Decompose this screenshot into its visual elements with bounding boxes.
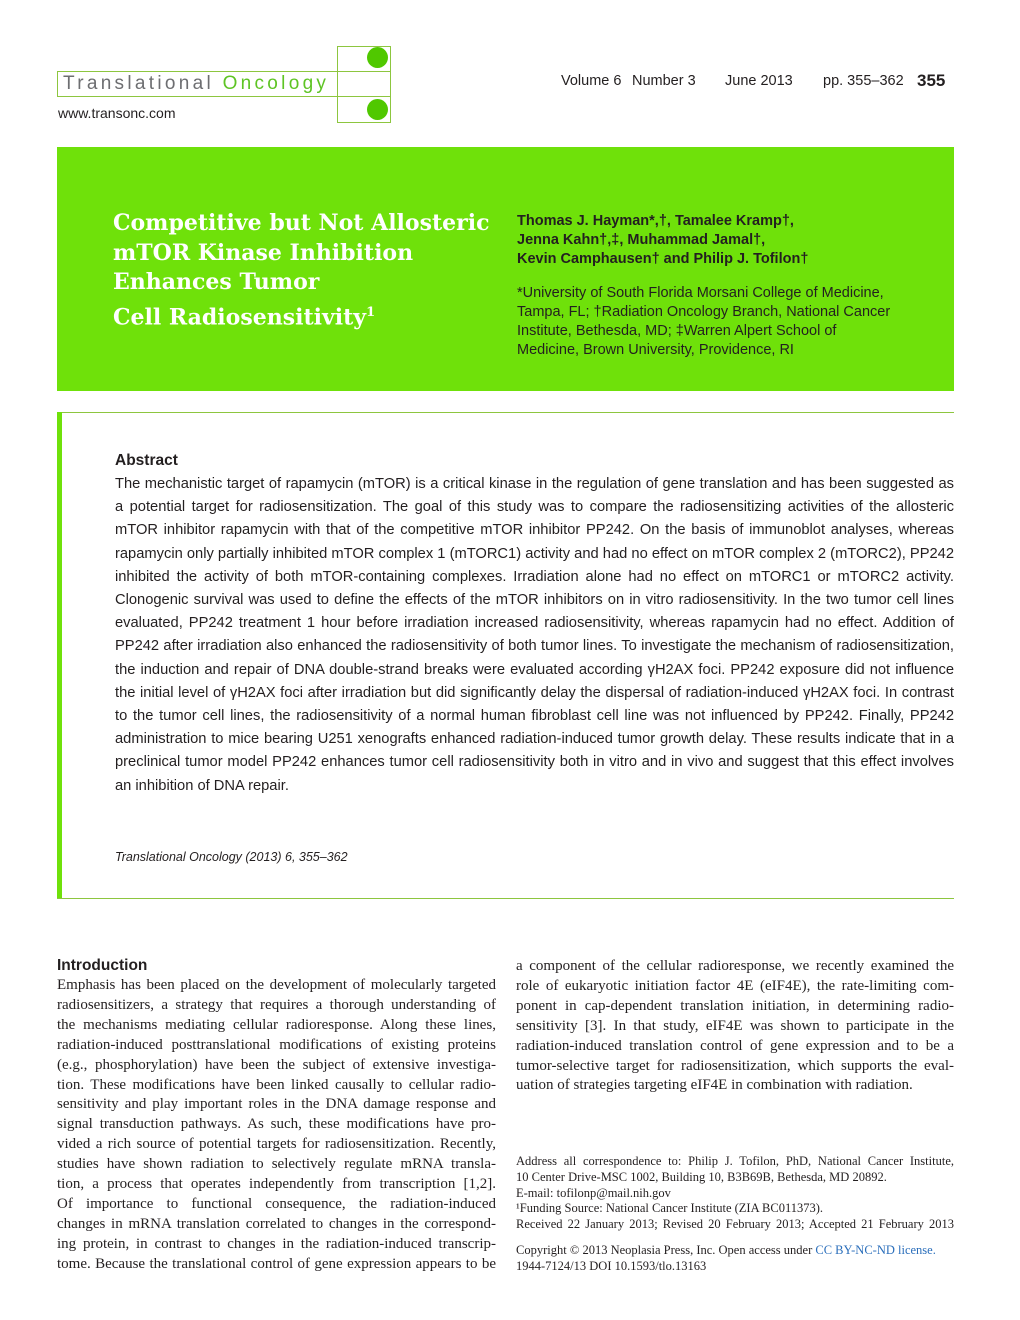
body-line: changes in mRNA translation correlated to changes in the correspond-	[57, 1215, 496, 1232]
title-footnote-marker: 1	[366, 304, 376, 320]
journal-logo	[63, 73, 329, 95]
affiliations	[517, 284, 937, 360]
abstract-citation: Translational Oncology (2013) 6, 355–362	[115, 850, 348, 864]
body-line: Emphasis has been placed on the development of molecularly targeted	[57, 977, 496, 993]
body-line: a component of the cellular radioresponse, we recently examined the	[516, 958, 954, 974]
title-line: mTOR Kinase Inhibition	[113, 239, 414, 266]
license-link[interactable]: CC BY-NC-ND license.	[815, 1243, 936, 1257]
abstract-side-bar	[57, 412, 62, 899]
introduction-heading: Introduction	[57, 957, 148, 974]
author-line: Thomas J. Hayman*,†, Tamalee Kramp†,	[517, 213, 794, 229]
body-line: sensitivity and play important roles in the DNA damage response and	[57, 1096, 496, 1113]
body-line: tion, a process that operates independently from transcription [1,2].	[57, 1176, 496, 1193]
body-line: tome. Because the translational control of gene expression appears to be	[57, 1255, 496, 1272]
title-line: Enhances Tumor	[113, 269, 320, 295]
issue-date: June 2013	[725, 73, 793, 89]
logo-dot-divider	[337, 71, 391, 97]
body-line: radiosensitizers, a strategy that requires a thorough understanding of	[57, 996, 496, 1013]
body-line: tion. These modifications have been linked causally to cellular radio-	[57, 1076, 496, 1093]
body-line: role of eukaryotic initiation factor 4E (eIF4E), the rate-limiting com-	[516, 977, 954, 994]
affiliation-line: Medicine, Brown University, Providence, RI	[517, 342, 794, 358]
abstract-bottom-rule	[57, 898, 954, 899]
footnote-line: 10 Center Drive-MSC 1002, Building 10, B3B69B, Bethesda, MD 20892.	[516, 1169, 887, 1184]
body-line: studies have shown radiation to selectively regulate mRNA transla-	[57, 1156, 496, 1173]
logo-dot-icon	[367, 47, 388, 68]
logo-dot-icon	[367, 99, 388, 120]
abstract-text: The mechanistic target of rapamycin (mTOR) is a critical kinase in the regulation of gene translation and has been suggested as a potential target for radiosensitization. The goal of this study was to compare the radiosensitizing activities of the allosteric mTOR inhibitor rapamycin with that of the competitive mTOR inhibitor PP242. On the basis of immunoblot analyses, whereas rapamycin only partially inhibited mTOR complex 1 (mTORC1) activity and had no effect on mTOR complex 2 (mTORC2), PP242 inhibited the activity of both mTOR-containing complexes. Irradiation alone had no effect on mTORC1 or mTORC2 activity. Clonogenic survival was used to define the effects of the mTOR inhibitors on in vitro radiosensitivity. In the two tumor cell lines evaluated, PP242 treatment 1 hour before irradiation increased radiosensitivity, whereas rapamycin had no effect. Addition of PP242 after irradiation also enhanced the radiosensitivity of both tumor lines. To investigate the mechanism of radiosensitization, the induction and repair of DNA double-strand breaks were evaluated according γH2AX foci. PP242 exposure did not influence the initial level of γH2AX foci after irradiation but did significantly delay the dispersal of radiation-induced γH2AX foci. In contrast to the tumor cell lines, the radiosensitivity of a normal human fibroblast cell line was not influenced by PP242. Finally, PP242 administration to mice bearing U251 xenografts enhanced radiation-induced tumor growth delay. These results indicate that in a preclinical tumor model PP242 enhances tumor cell radiosensitivity both in vitro and in vivo and suggest that this effect involves an inhibition of DNA repair.	[115, 476, 954, 794]
title-line: Cell Radiosensitivity	[113, 303, 367, 330]
author-list	[517, 212, 937, 269]
body-line: uation of strategies targeting eIF4E in combination with radiation.	[516, 1077, 913, 1094]
body-line: ponent in cap-dependent translation initiation, in determining radio-	[516, 997, 954, 1014]
correspondence-footnote	[516, 1154, 954, 1233]
funding-footnote: ¹Funding Source: National Cancer Institute (ZIA BC011373).	[516, 1201, 824, 1216]
article-title	[113, 209, 493, 332]
affiliation-line: *University of South Florida Morsani College of Medicine,	[517, 285, 884, 301]
abstract-top-rule	[57, 412, 954, 413]
doi: 1944-7124/13 DOI 10.1593/tlo.13163	[516, 1259, 707, 1273]
abstract-heading: Abstract	[115, 452, 178, 469]
body-line: (e.g., phosphorylation) have been the subject of extensive investiga-	[57, 1056, 496, 1073]
body-line: ing protein, in contrast to changes in the radiation-induced transcrip-	[57, 1235, 496, 1252]
journal-name-part2: Oncology	[222, 73, 330, 94]
page-range: pp. 355–362	[823, 73, 904, 89]
issue-number: Number 3	[632, 73, 696, 89]
correspondence-email[interactable]: E-mail: tofilonp@mail.nih.gov	[516, 1185, 671, 1200]
dates-footnote: Received 22 January 2013; Revised 20 February 2013; Accepted 21 February 2013	[516, 1217, 954, 1232]
body-line: radiation-induced posttranslational modifications of existing proteins	[57, 1036, 496, 1053]
body-line: signal transduction pathways. As such, these modifications have pro-	[57, 1116, 496, 1133]
body-line: vided a rich source of potential targets for radiosensitization. Recently,	[57, 1136, 496, 1153]
author-line: Kevin Camphausen† and Philip J. Tofilon†	[517, 251, 809, 267]
copyright-text: Copyright © 2013 Neoplasia Press, Inc. Open access under	[516, 1243, 816, 1257]
introduction-column-1	[57, 976, 496, 1275]
body-line: sensitivity [3]. In that study, eIF4E was shown to participate in the	[516, 1017, 954, 1034]
body-line: tumor-selective target for radiosensitization, which supports the eval-	[516, 1057, 954, 1074]
title-line: Competitive but Not Allosteric	[113, 210, 490, 236]
introduction-column-2	[516, 957, 954, 1096]
affiliation-line: Institute, Bethesda, MD; ‡Warren Alpert School of	[517, 323, 837, 339]
body-line: the mechanisms mediating cellular radioresponse. Along these lines,	[57, 1016, 496, 1033]
page-number: 355	[917, 71, 946, 90]
journal-url[interactable]: www.transonc.com	[58, 105, 176, 121]
body-line: radiation-induced translation control of gene expression and to be a	[516, 1037, 954, 1054]
affiliation-line: Tampa, FL; †Radiation Oncology Branch, National Cancer	[517, 304, 891, 320]
author-line: Jenna Kahn†,‡, Muhammad Jamal†,	[517, 232, 766, 248]
footnote-line: Address all correspondence to: Philip J. Tofilon, PhD, National Cancer Institute,	[516, 1154, 954, 1168]
journal-name-part1: Translational	[63, 73, 223, 94]
volume: Volume 6	[561, 73, 622, 89]
body-line: Of importance to functional consequence, the radiation-induced	[57, 1195, 496, 1212]
copyright-block	[516, 1242, 954, 1274]
